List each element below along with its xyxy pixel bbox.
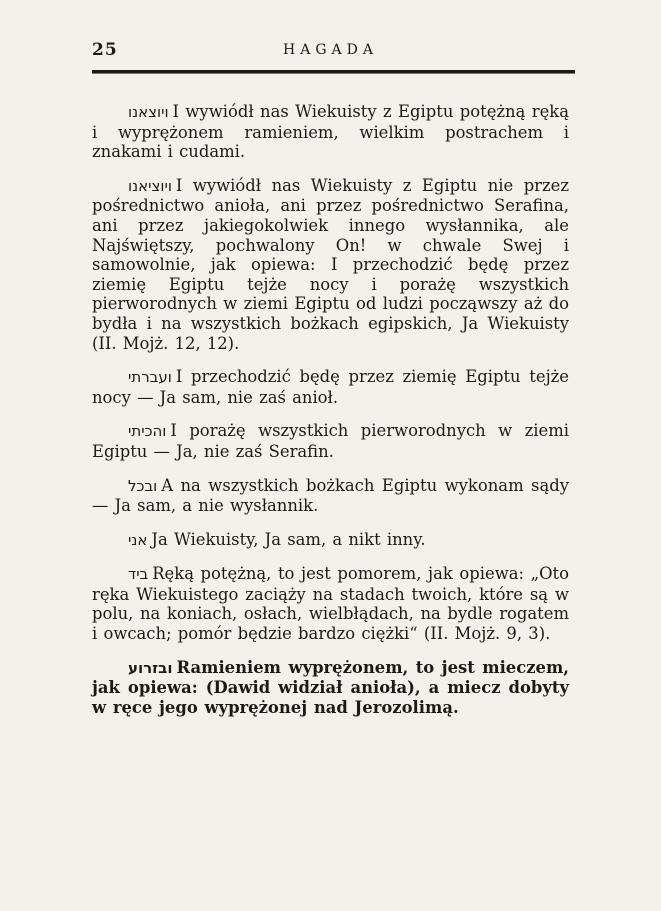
paragraph-text: A na wszystkich bożkach Egiptu wykonam sądy — Ja sam, a nie wysłannik. xyxy=(92,475,569,516)
paragraph-text: I wywiódł nas Wiekuisty z Egiptu potężną ręką i wyprężonem ramieniem, wielkim postrachem i znakami i cudami. xyxy=(92,102,569,162)
paragraph-6 xyxy=(92,530,569,551)
hebrew-keyword: ועברתי xyxy=(128,368,172,387)
paragraph-text: I wywiódł nas Wiekuisty z Egiptu nie przez pośrednictwo anioła, ani przez pośrednictwo Serafina, ani przez jakiegokolwiek innego wysłannika, ale Najświętszy, pochwalony On! w chwale Swej i samowolnie, jak opiewa: I przechodzić będę przez ziemię Egiptu tejże nocy i porażę wszystkich pierworodnych w ziemi Egiptu od ludzi począwszy aż do bydła i na wszystkich bożkach egipskich, Ja Wiekuisty (II. Mojż. 12, 12). xyxy=(92,175,569,353)
paragraph-1 xyxy=(92,102,569,162)
hebrew-keyword: ובזרוע xyxy=(128,658,173,677)
paragraph-text: I przechodzić będę przez ziemię Egiptu tejże nocy — Ja sam, nie zaś anioł. xyxy=(92,367,569,407)
hebrew-keyword: ביד xyxy=(128,565,149,584)
paragraph-7 xyxy=(92,564,569,643)
hebrew-keyword: ויוציאנו xyxy=(128,176,172,195)
header-rule xyxy=(92,70,575,74)
hebrew-keyword: ובכל xyxy=(128,476,158,495)
paragraph-3 xyxy=(92,367,569,407)
paragraph-4 xyxy=(92,421,569,461)
paragraph-text: Ręką potężną, to jest pomorem, jak opiewa: „Oto ręka Wiekuistego zaciąży na stadach twoich, które są w polu, na koniach, osłach, wielbłądach, na bydle rogatem i owcach; pomór będzie bardzo ciężki“ (II. Mojż. 9, 3). xyxy=(92,564,569,644)
paragraph-5 xyxy=(92,476,569,516)
page-number: 25 xyxy=(92,40,118,60)
paragraph-text: Ramieniem wyprężonem, to jest mieczem, jak opiewa: (Dawid widział anioła), a miecz dobyty w ręce jego wyprężonej nad Jerozolimą. xyxy=(92,657,569,717)
paragraph-text: Ja Wiekuisty, Ja sam, a nikt inny. xyxy=(151,529,426,549)
paragraph-text: I porażę wszystkich pierworodnych w ziemi Egiptu — Ja, nie zaś Serafin. xyxy=(92,421,569,461)
page-header xyxy=(92,40,569,68)
paragraph-8 xyxy=(92,658,569,718)
paragraph-2 xyxy=(92,176,569,353)
hebrew-keyword: והכיתי xyxy=(128,422,167,441)
hebrew-keyword: ויוצאנו xyxy=(128,103,169,121)
hebrew-keyword: אני xyxy=(128,530,148,549)
running-title: HAGADA xyxy=(283,42,378,58)
